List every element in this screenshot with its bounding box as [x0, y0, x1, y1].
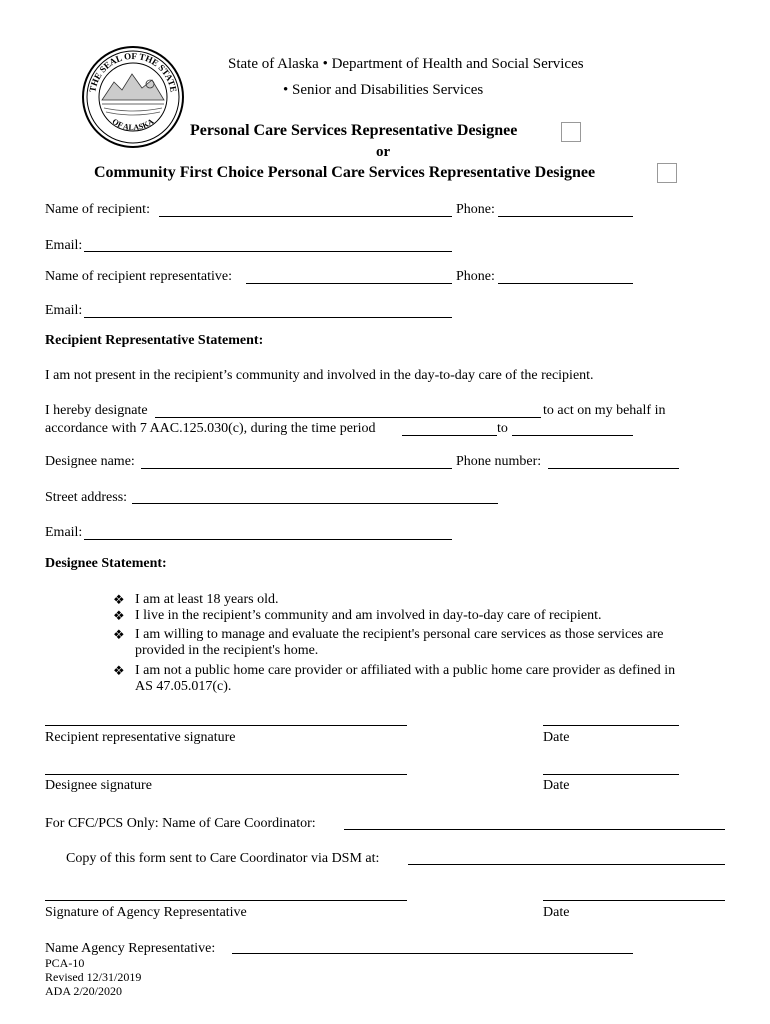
statement-item-4-line1: I am not a public home care provider or affiliated with a public home care provider as defined in — [135, 663, 676, 678]
recipient-phone-label: Phone: — [456, 202, 495, 217]
period-to-label: to — [497, 421, 508, 436]
statement-item-3-line1: I am willing to manage and evaluate the recipient's personal care services as those services are — [135, 627, 664, 642]
designee-email-field[interactable] — [84, 539, 452, 540]
agency-name-label: Name Agency Representative: — [45, 941, 216, 956]
rep-signature-date-field[interactable] — [543, 725, 679, 726]
svg-text:THE SEAL OF THE STATE: THE SEAL OF THE STATE — [87, 50, 179, 93]
rep-email-field[interactable] — [84, 317, 452, 318]
agency-date-label: Date — [543, 905, 570, 920]
agency-name-field[interactable] — [232, 953, 633, 954]
designee-name-field[interactable] — [141, 468, 452, 469]
care-coordinator-label: For CFC/PCS Only: Name of Care Coordinator: — [45, 816, 316, 831]
rep-statement-text: I am not present in the recipient’s community and involved in the day-to-day care of the recipient. — [45, 368, 594, 383]
period-end-field[interactable] — [512, 435, 633, 436]
form-title-cfc: Community First Choice Personal Care Services Representative Designee — [94, 164, 596, 181]
ada-date: ADA 2/20/2020 — [45, 984, 123, 998]
street-address-field[interactable] — [132, 503, 498, 504]
designee-statement-heading: Designee Statement: — [45, 556, 167, 571]
rep-date-label: Date — [543, 730, 570, 745]
rep-name-field[interactable] — [246, 283, 452, 284]
designee-phone-label: Phone number: — [456, 454, 542, 469]
designee-phone-field[interactable] — [548, 468, 679, 469]
svg-text:OF ALASKA: OF ALASKA — [110, 116, 156, 133]
designee-date-label: Date — [543, 778, 570, 793]
agency-signature-label: Signature of Agency Representative — [45, 905, 247, 920]
statement-item-2: I live in the recipient’s community and am involved in day-to-day care of recipient. — [135, 608, 602, 623]
care-coordinator-field[interactable] — [344, 829, 725, 830]
designee-name-label: Designee name: — [45, 454, 135, 469]
designee-signature-field[interactable] — [45, 774, 407, 775]
recipient-email-field[interactable] — [84, 251, 452, 252]
designate-name-field[interactable] — [155, 417, 541, 418]
title-or: or — [376, 144, 391, 160]
recipient-phone-field[interactable] — [498, 216, 633, 217]
pcs-checkbox[interactable] — [561, 122, 581, 142]
bullet-icon: ❖ — [113, 608, 125, 623]
header-division-line: • Senior and Disabilities Services — [283, 82, 484, 98]
recipient-name-label: Name of recipient: — [45, 202, 150, 217]
statement-item-4-line2: AS 47.05.017(c). — [135, 679, 232, 694]
recipient-email-label: Email: — [45, 238, 83, 253]
bullet-icon: ❖ — [113, 663, 125, 678]
designate-suffix: to act on my behalf in — [543, 403, 666, 418]
bullet-icon: ❖ — [113, 592, 125, 607]
period-start-field[interactable] — [402, 435, 497, 436]
revised-date: Revised 12/31/2019 — [45, 970, 142, 984]
recipient-name-field[interactable] — [159, 216, 452, 217]
state-seal-logo — [80, 44, 186, 150]
form-id: PCA-10 — [45, 956, 85, 970]
designee-signature-label: Designee signature — [45, 778, 152, 793]
agency-signature-date-field[interactable] — [543, 900, 725, 901]
rep-signature-field[interactable] — [45, 725, 407, 726]
designee-signature-date-field[interactable] — [543, 774, 679, 775]
street-address-label: Street address: — [45, 490, 128, 505]
header-agency-line: State of Alaska • Department of Health and Social Services — [228, 56, 584, 72]
rep-phone-field[interactable] — [498, 283, 633, 284]
dsm-copy-label: Copy of this form sent to Care Coordinator via DSM at: — [66, 851, 380, 866]
cfc-checkbox[interactable] — [657, 163, 677, 183]
form-title-pcs: Personal Care Services Representative Designee — [190, 122, 518, 139]
bullet-icon: ❖ — [113, 627, 125, 642]
rep-email-label: Email: — [45, 303, 83, 318]
statement-item-1: I am at least 18 years old. — [135, 592, 279, 607]
designate-prefix: I hereby designate — [45, 403, 148, 418]
accordance-text: accordance with 7 AAC.125.030(c), during the time period — [45, 421, 376, 436]
rep-statement-heading: Recipient Representative Statement: — [45, 333, 264, 348]
agency-signature-field[interactable] — [45, 900, 407, 901]
rep-signature-label: Recipient representative signature — [45, 730, 236, 745]
rep-name-label: Name of recipient representative: — [45, 269, 232, 284]
rep-phone-label: Phone: — [456, 269, 495, 284]
designee-email-label: Email: — [45, 525, 83, 540]
statement-item-3-line2: provided in the recipient's home. — [135, 643, 319, 658]
dsm-copy-field[interactable] — [408, 864, 725, 865]
